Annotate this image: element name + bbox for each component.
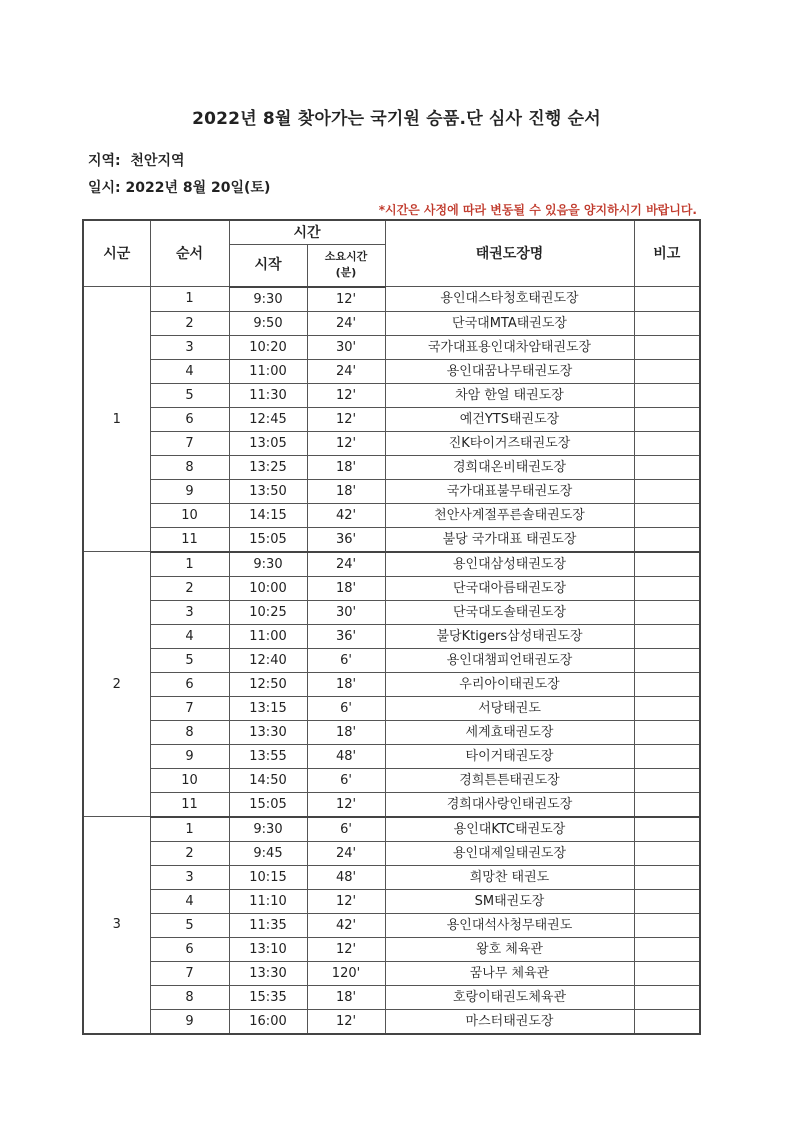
- start-cell: 11:00: [229, 624, 307, 648]
- dojang-cell: 희망찬 태권도: [385, 865, 634, 889]
- table-row: [83, 913, 700, 937]
- duration-cell: 6': [307, 768, 385, 792]
- duration-cell: 18': [307, 576, 385, 600]
- start-cell: 9:30: [229, 552, 307, 577]
- dojang-cell: 단국대아름태권도장: [385, 576, 634, 600]
- start-cell: 12:50: [229, 672, 307, 696]
- duration-cell: 18': [307, 455, 385, 479]
- start-cell: 10:25: [229, 600, 307, 624]
- duration-cell: 6': [307, 696, 385, 720]
- start-cell: 12:45: [229, 407, 307, 431]
- dojang-cell: 경희대온비태권도장: [385, 455, 634, 479]
- order-cell: 10: [150, 503, 229, 527]
- duration-cell: 18': [307, 479, 385, 503]
- duration-cell: 24': [307, 311, 385, 335]
- table-row: [83, 503, 700, 527]
- date-line: [88, 177, 270, 197]
- remarks-cell: [634, 792, 700, 817]
- table-row: [83, 359, 700, 383]
- duration-cell: 48': [307, 744, 385, 768]
- remarks-cell: [634, 624, 700, 648]
- duration-cell: 6': [307, 648, 385, 672]
- start-cell: 13:25: [229, 455, 307, 479]
- table-row: [83, 431, 700, 455]
- header-remarks: 비고: [634, 220, 700, 287]
- remarks-cell: [634, 1009, 700, 1034]
- dojang-cell: 국가대표용인대차암태권도장: [385, 335, 634, 359]
- remarks-cell: [634, 383, 700, 407]
- order-cell: 7: [150, 431, 229, 455]
- order-cell: 1: [150, 817, 229, 842]
- remarks-cell: [634, 600, 700, 624]
- order-cell: 6: [150, 937, 229, 961]
- table-row: [83, 1009, 700, 1034]
- start-cell: 10:20: [229, 335, 307, 359]
- remarks-cell: [634, 865, 700, 889]
- table-row: [83, 383, 700, 407]
- start-cell: 10:00: [229, 576, 307, 600]
- dojang-cell: 천안사계절푸른솔태권도장: [385, 503, 634, 527]
- duration-cell: 48': [307, 865, 385, 889]
- dojang-cell: 서당태권도: [385, 696, 634, 720]
- start-cell: 11:35: [229, 913, 307, 937]
- dojang-cell: 왕호 체육관: [385, 937, 634, 961]
- duration-cell: 12': [307, 889, 385, 913]
- table-row: [83, 889, 700, 913]
- dojang-cell: 용인대KTC태권도장: [385, 817, 634, 842]
- table-row: [83, 287, 700, 312]
- dojang-cell: 세계효태권도장: [385, 720, 634, 744]
- start-cell: 13:15: [229, 696, 307, 720]
- order-cell: 9: [150, 479, 229, 503]
- table-row: [83, 937, 700, 961]
- start-cell: 12:40: [229, 648, 307, 672]
- remarks-cell: [634, 889, 700, 913]
- order-cell: 4: [150, 359, 229, 383]
- order-cell: 1: [150, 552, 229, 577]
- duration-cell: 36': [307, 527, 385, 552]
- duration-cell: 42': [307, 913, 385, 937]
- order-cell: 6: [150, 407, 229, 431]
- remarks-cell: [634, 913, 700, 937]
- header-duration-unit: (분): [335, 266, 357, 280]
- region-value: 천안지역: [130, 153, 185, 169]
- dojang-cell: 경희대사랑인태권도장: [385, 792, 634, 817]
- order-cell: 3: [150, 865, 229, 889]
- dojang-cell: 진K타이거즈태권도장: [385, 431, 634, 455]
- order-cell: 3: [150, 600, 229, 624]
- duration-cell: 18': [307, 720, 385, 744]
- order-cell: 3: [150, 335, 229, 359]
- table-row: [83, 817, 700, 842]
- order-cell: 8: [150, 455, 229, 479]
- remarks-cell: [634, 359, 700, 383]
- dojang-cell: 용인대제일태권도장: [385, 841, 634, 865]
- remarks-cell: [634, 335, 700, 359]
- remarks-cell: [634, 817, 700, 842]
- start-cell: 9:50: [229, 311, 307, 335]
- start-cell: 11:00: [229, 359, 307, 383]
- table-row: [83, 768, 700, 792]
- duration-cell: 6': [307, 817, 385, 842]
- table-row: [83, 479, 700, 503]
- remarks-cell: [634, 696, 700, 720]
- duration-cell: 12': [307, 937, 385, 961]
- duration-cell: 36': [307, 624, 385, 648]
- table-row: [83, 527, 700, 552]
- order-cell: 5: [150, 913, 229, 937]
- start-cell: 13:10: [229, 937, 307, 961]
- table-row: [83, 407, 700, 431]
- duration-cell: 24': [307, 552, 385, 577]
- start-cell: 13:30: [229, 720, 307, 744]
- duration-cell: 30': [307, 600, 385, 624]
- remarks-cell: [634, 841, 700, 865]
- order-cell: 11: [150, 527, 229, 552]
- remarks-cell: [634, 552, 700, 577]
- date-label: 일시:: [88, 180, 121, 196]
- order-cell: 6: [150, 672, 229, 696]
- start-cell: 13:30: [229, 961, 307, 985]
- header-order: 순서: [150, 220, 229, 287]
- order-cell: 2: [150, 841, 229, 865]
- order-cell: 4: [150, 889, 229, 913]
- start-cell: 13:55: [229, 744, 307, 768]
- dojang-cell: 용인대삼성태권도장: [385, 552, 634, 577]
- order-cell: 9: [150, 1009, 229, 1034]
- group-cell: 3: [83, 817, 150, 1034]
- table-row: [83, 311, 700, 335]
- group-cell: 1: [83, 287, 150, 552]
- order-cell: 8: [150, 985, 229, 1009]
- dojang-cell: 경희튼튼태권도장: [385, 768, 634, 792]
- start-cell: 13:50: [229, 479, 307, 503]
- date-value: 2022년 8월 20일(토): [125, 180, 271, 196]
- order-cell: 2: [150, 311, 229, 335]
- dojang-cell: 호랑이태권도체육관: [385, 985, 634, 1009]
- remarks-cell: [634, 720, 700, 744]
- table-row: [83, 720, 700, 744]
- remarks-cell: [634, 407, 700, 431]
- dojang-cell: 꿈나무 체육관: [385, 961, 634, 985]
- start-cell: 9:45: [229, 841, 307, 865]
- dojang-cell: 단국대도솔태권도장: [385, 600, 634, 624]
- start-cell: 10:15: [229, 865, 307, 889]
- start-cell: 16:00: [229, 1009, 307, 1034]
- start-cell: 13:05: [229, 431, 307, 455]
- remarks-cell: [634, 479, 700, 503]
- duration-cell: 12': [307, 792, 385, 817]
- start-cell: 15:05: [229, 527, 307, 552]
- start-cell: 11:10: [229, 889, 307, 913]
- header-start: 시작: [229, 245, 307, 287]
- start-cell: 9:30: [229, 817, 307, 842]
- dojang-cell: 우리아이태권도장: [385, 672, 634, 696]
- header-dojang: 태권도장명: [385, 220, 634, 287]
- remarks-cell: [634, 648, 700, 672]
- start-cell: 15:05: [229, 792, 307, 817]
- remarks-cell: [634, 937, 700, 961]
- table-row: [83, 961, 700, 985]
- order-cell: 8: [150, 720, 229, 744]
- start-cell: 11:30: [229, 383, 307, 407]
- order-cell: 5: [150, 383, 229, 407]
- dojang-cell: 용인대석사청무태권도: [385, 913, 634, 937]
- duration-cell: 12': [307, 383, 385, 407]
- table-row: [83, 335, 700, 359]
- dojang-cell: 용인대챔피언태권도장: [385, 648, 634, 672]
- header-group: 시군: [83, 220, 150, 287]
- duration-cell: 120': [307, 961, 385, 985]
- dojang-cell: SM태권도장: [385, 889, 634, 913]
- remarks-cell: [634, 961, 700, 985]
- duration-cell: 12': [307, 431, 385, 455]
- table-row: [83, 576, 700, 600]
- duration-cell: 18': [307, 985, 385, 1009]
- table-row: [83, 744, 700, 768]
- order-cell: 7: [150, 961, 229, 985]
- remarks-cell: [634, 503, 700, 527]
- duration-cell: 42': [307, 503, 385, 527]
- order-cell: 9: [150, 744, 229, 768]
- dojang-cell: 마스터태권도장: [385, 1009, 634, 1034]
- remarks-cell: [634, 768, 700, 792]
- remarks-cell: [634, 287, 700, 312]
- dojang-cell: 불당Ktigers삼성태권도장: [385, 624, 634, 648]
- remarks-cell: [634, 576, 700, 600]
- order-cell: 7: [150, 696, 229, 720]
- group-cell: 2: [83, 552, 150, 817]
- table-row: [83, 624, 700, 648]
- dojang-cell: 차암 한얼 태권도장: [385, 383, 634, 407]
- table-row: [83, 841, 700, 865]
- table-row: [83, 865, 700, 889]
- duration-cell: 30': [307, 335, 385, 359]
- remarks-cell: [634, 985, 700, 1009]
- order-cell: 1: [150, 287, 229, 312]
- duration-cell: 12': [307, 407, 385, 431]
- dojang-cell: 용인대스타청호태권도장: [385, 287, 634, 312]
- table-row: [83, 985, 700, 1009]
- start-cell: 14:15: [229, 503, 307, 527]
- remarks-cell: [634, 744, 700, 768]
- region-line: [88, 150, 185, 170]
- remarks-cell: [634, 311, 700, 335]
- start-cell: 14:50: [229, 768, 307, 792]
- start-cell: 9:30: [229, 287, 307, 312]
- table-row: [83, 672, 700, 696]
- order-cell: 2: [150, 576, 229, 600]
- start-cell: 15:35: [229, 985, 307, 1009]
- header-duration: [307, 245, 385, 287]
- duration-cell: 18': [307, 672, 385, 696]
- schedule-body: [83, 287, 700, 1034]
- duration-cell: 24': [307, 359, 385, 383]
- schedule-notice: *시간은 사정에 따라 변동될 수 있음을 양지하시기 바랍니다.: [378, 203, 697, 217]
- order-cell: 5: [150, 648, 229, 672]
- table-row: [83, 600, 700, 624]
- remarks-cell: [634, 431, 700, 455]
- duration-cell: 12': [307, 1009, 385, 1034]
- region-label: 지역:: [88, 153, 121, 169]
- order-cell: 4: [150, 624, 229, 648]
- header-duration-label: 소요시간: [324, 250, 368, 264]
- table-row: [83, 552, 700, 577]
- table-row: [83, 455, 700, 479]
- remarks-cell: [634, 455, 700, 479]
- remarks-cell: [634, 672, 700, 696]
- document-title: 2022년 8월 찾아가는 국기원 승품.단 심사 진행 순서: [192, 109, 601, 129]
- table-row: [83, 696, 700, 720]
- dojang-cell: 용인대꿈나무태권도장: [385, 359, 634, 383]
- order-cell: 11: [150, 792, 229, 817]
- table-row: [83, 648, 700, 672]
- remarks-cell: [634, 527, 700, 552]
- dojang-cell: 불당 국가대표 태권도장: [385, 527, 634, 552]
- duration-cell: 24': [307, 841, 385, 865]
- duration-cell: 12': [307, 287, 385, 312]
- dojang-cell: 예건YTS태권도장: [385, 407, 634, 431]
- header-time: 시간: [229, 220, 385, 245]
- table-row: [83, 792, 700, 817]
- dojang-cell: 국가대표불무태권도장: [385, 479, 634, 503]
- dojang-cell: 단국대MTA태권도장: [385, 311, 634, 335]
- order-cell: 10: [150, 768, 229, 792]
- dojang-cell: 타이거태권도장: [385, 744, 634, 768]
- schedule-table: [82, 219, 701, 1035]
